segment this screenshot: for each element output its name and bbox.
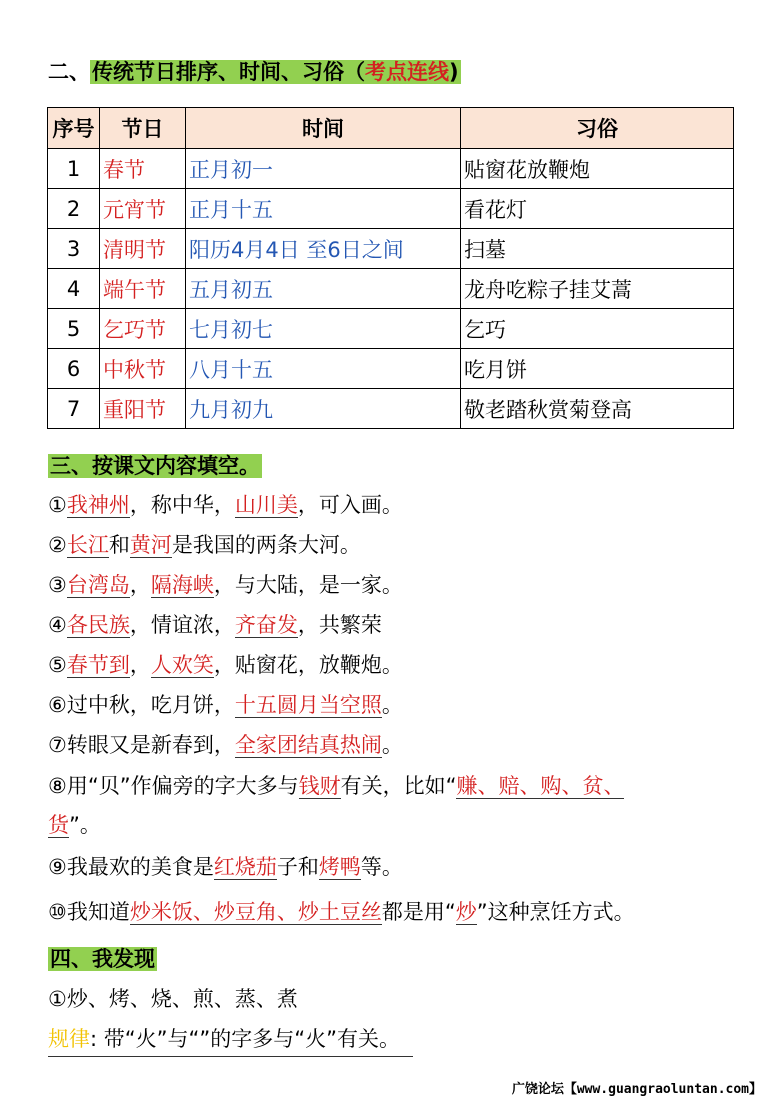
header-custom: 习俗 xyxy=(461,108,734,149)
section2-title xyxy=(48,56,461,88)
answer: 货 xyxy=(48,813,69,837)
fill-line-10 xyxy=(48,895,635,929)
row-festival: 端午节 xyxy=(100,269,186,309)
row-custom: 扫墓 xyxy=(461,229,734,269)
line-marker: ⑤ xyxy=(48,653,67,677)
section3-title-text: 三、按课文内容填空。 xyxy=(50,454,260,478)
line-text: ⑧用“贝”作偏旁的字大多与 xyxy=(48,774,299,798)
line-text: ，可入画。 xyxy=(297,493,403,517)
line-text: 是我国的两条大河。 xyxy=(171,533,361,557)
festival-table xyxy=(47,107,734,429)
table-row xyxy=(48,189,734,229)
fill-line-5 xyxy=(48,648,403,682)
section3-title xyxy=(48,450,262,482)
row-festival: 清明节 xyxy=(100,229,186,269)
line-text: ，贴窗花，放鞭炮。 xyxy=(213,653,403,677)
line-text: ①炒、烤、烧、煎、蒸、煮 xyxy=(48,987,298,1011)
fill-line-8-cont xyxy=(48,808,101,842)
row-number: 7 xyxy=(48,389,100,429)
table-row xyxy=(48,269,734,309)
line-text: ，共繁荣 xyxy=(297,613,382,637)
line-text: ， xyxy=(129,573,151,597)
table-row xyxy=(48,229,734,269)
row-number: 4 xyxy=(48,269,100,309)
table-row xyxy=(48,389,734,429)
line-marker: ① xyxy=(48,493,67,517)
row-custom: 龙舟吃粽子挂艾蒿 xyxy=(461,269,734,309)
fill-line-3 xyxy=(48,568,403,602)
line-text: ，与大陆，是一家。 xyxy=(213,573,403,597)
row-custom: 看花灯 xyxy=(461,189,734,229)
line-text: ”。 xyxy=(69,813,101,837)
section2-highlight-block xyxy=(90,60,461,84)
header-number: 序号 xyxy=(48,108,100,149)
discover-line-1 xyxy=(48,982,298,1016)
line-text: 和 xyxy=(108,533,130,557)
row-time: 五月初五 xyxy=(186,269,461,309)
line-text: 等。 xyxy=(360,855,403,879)
answer: 人欢笑 xyxy=(150,653,214,677)
row-custom: 敬老踏秋赏菊登高 xyxy=(461,389,734,429)
line-text: 都是用“ xyxy=(381,900,456,924)
row-number: 5 xyxy=(48,309,100,349)
line-text: ⑦转眼又是新春到， xyxy=(48,733,235,757)
fill-line-6 xyxy=(48,688,403,722)
row-festival: 中秋节 xyxy=(100,349,186,389)
row-festival: 乞巧节 xyxy=(100,309,186,349)
row-time: 阳历4月4日 至6日之间 xyxy=(186,229,461,269)
row-time: 正月十五 xyxy=(186,189,461,229)
answer: 钱财 xyxy=(298,774,341,798)
fill-line-4 xyxy=(48,608,382,642)
answer: 红烧茄 xyxy=(213,855,277,879)
fill-line-8 xyxy=(48,769,624,803)
row-number: 1 xyxy=(48,149,100,189)
row-festival: 春节 xyxy=(100,149,186,189)
answer: 齐奋发 xyxy=(234,613,298,637)
section2-title-text: 传统节日排序、时间、习俗 xyxy=(92,60,344,84)
row-custom: 乞巧 xyxy=(461,309,734,349)
row-time: 八月十五 xyxy=(186,349,461,389)
fill-line-9 xyxy=(48,850,403,884)
section2-key-point: 考点连线 xyxy=(365,60,449,84)
line-text: ⑨我最欢的美食是 xyxy=(48,855,214,879)
answer: 春节到 xyxy=(66,653,130,677)
fill-line-2 xyxy=(48,528,361,562)
table-row xyxy=(48,149,734,189)
fill-line-7 xyxy=(48,728,403,762)
answer: 全家团结真热闹 xyxy=(234,733,382,757)
line-text: ， xyxy=(129,653,151,677)
row-number: 2 xyxy=(48,189,100,229)
table-row xyxy=(48,349,734,389)
row-number: 6 xyxy=(48,349,100,389)
answer: 长江 xyxy=(66,533,109,557)
row-custom: 贴窗花放鞭炮 xyxy=(461,149,734,189)
line-text: ⑥过中秋，吃月饼， xyxy=(48,693,235,717)
row-custom: 吃月饼 xyxy=(461,349,734,389)
line-text: 。 xyxy=(381,733,403,757)
section4-title-text: 四、我发现 xyxy=(50,947,155,971)
answer: 炒米饭、炒豆角、炒土豆丝 xyxy=(129,900,382,924)
answer: 各民族 xyxy=(66,613,130,637)
table-header-row xyxy=(48,108,734,149)
line-marker: ③ xyxy=(48,573,67,597)
answer: 台湾岛 xyxy=(66,573,130,597)
row-time: 正月初一 xyxy=(186,149,461,189)
line-text: 。 xyxy=(381,693,403,717)
section2-prefix: 二、 xyxy=(48,60,90,84)
answer: 赚、赔、购、贫、 xyxy=(456,774,625,798)
line-text: 子和 xyxy=(276,855,319,879)
answer: 烤鸭 xyxy=(318,855,361,879)
rule-line xyxy=(48,1022,413,1057)
line-text: ，称中华， xyxy=(129,493,235,517)
header-festival: 节日 xyxy=(100,108,186,149)
answer: 山川美 xyxy=(234,493,298,517)
row-time: 九月初九 xyxy=(186,389,461,429)
line-marker: ② xyxy=(48,533,67,557)
paren-open: （ xyxy=(344,60,365,84)
row-time: 七月初七 xyxy=(186,309,461,349)
paren-close: ) xyxy=(449,60,459,84)
answer: 隔海峡 xyxy=(150,573,214,597)
header-time: 时间 xyxy=(186,108,461,149)
line-text: 有关，比如“ xyxy=(340,774,457,798)
answer: 黄河 xyxy=(129,533,172,557)
section4-title xyxy=(48,943,157,975)
line-marker: ④ xyxy=(48,613,67,637)
footer-watermark: 广饶论坛【www.guangraoluntan.com】 xyxy=(511,1082,762,1097)
answer: 我神州 xyxy=(66,493,130,517)
rule-label: 规律 xyxy=(48,1027,90,1051)
rule-text: : 带“火”与“”的字多与“火”有关。 xyxy=(90,1027,401,1051)
row-number: 3 xyxy=(48,229,100,269)
answer: 炒 xyxy=(455,900,477,924)
fill-line-1 xyxy=(48,488,403,522)
row-festival: 元宵节 xyxy=(100,189,186,229)
row-festival: 重阳节 xyxy=(100,389,186,429)
line-text: ⑩我知道 xyxy=(48,900,130,924)
table-row xyxy=(48,309,734,349)
answer: 十五圆月当空照 xyxy=(234,693,382,717)
line-text: ”这种烹饪方式。 xyxy=(476,900,635,924)
line-text: ，情谊浓， xyxy=(129,613,235,637)
